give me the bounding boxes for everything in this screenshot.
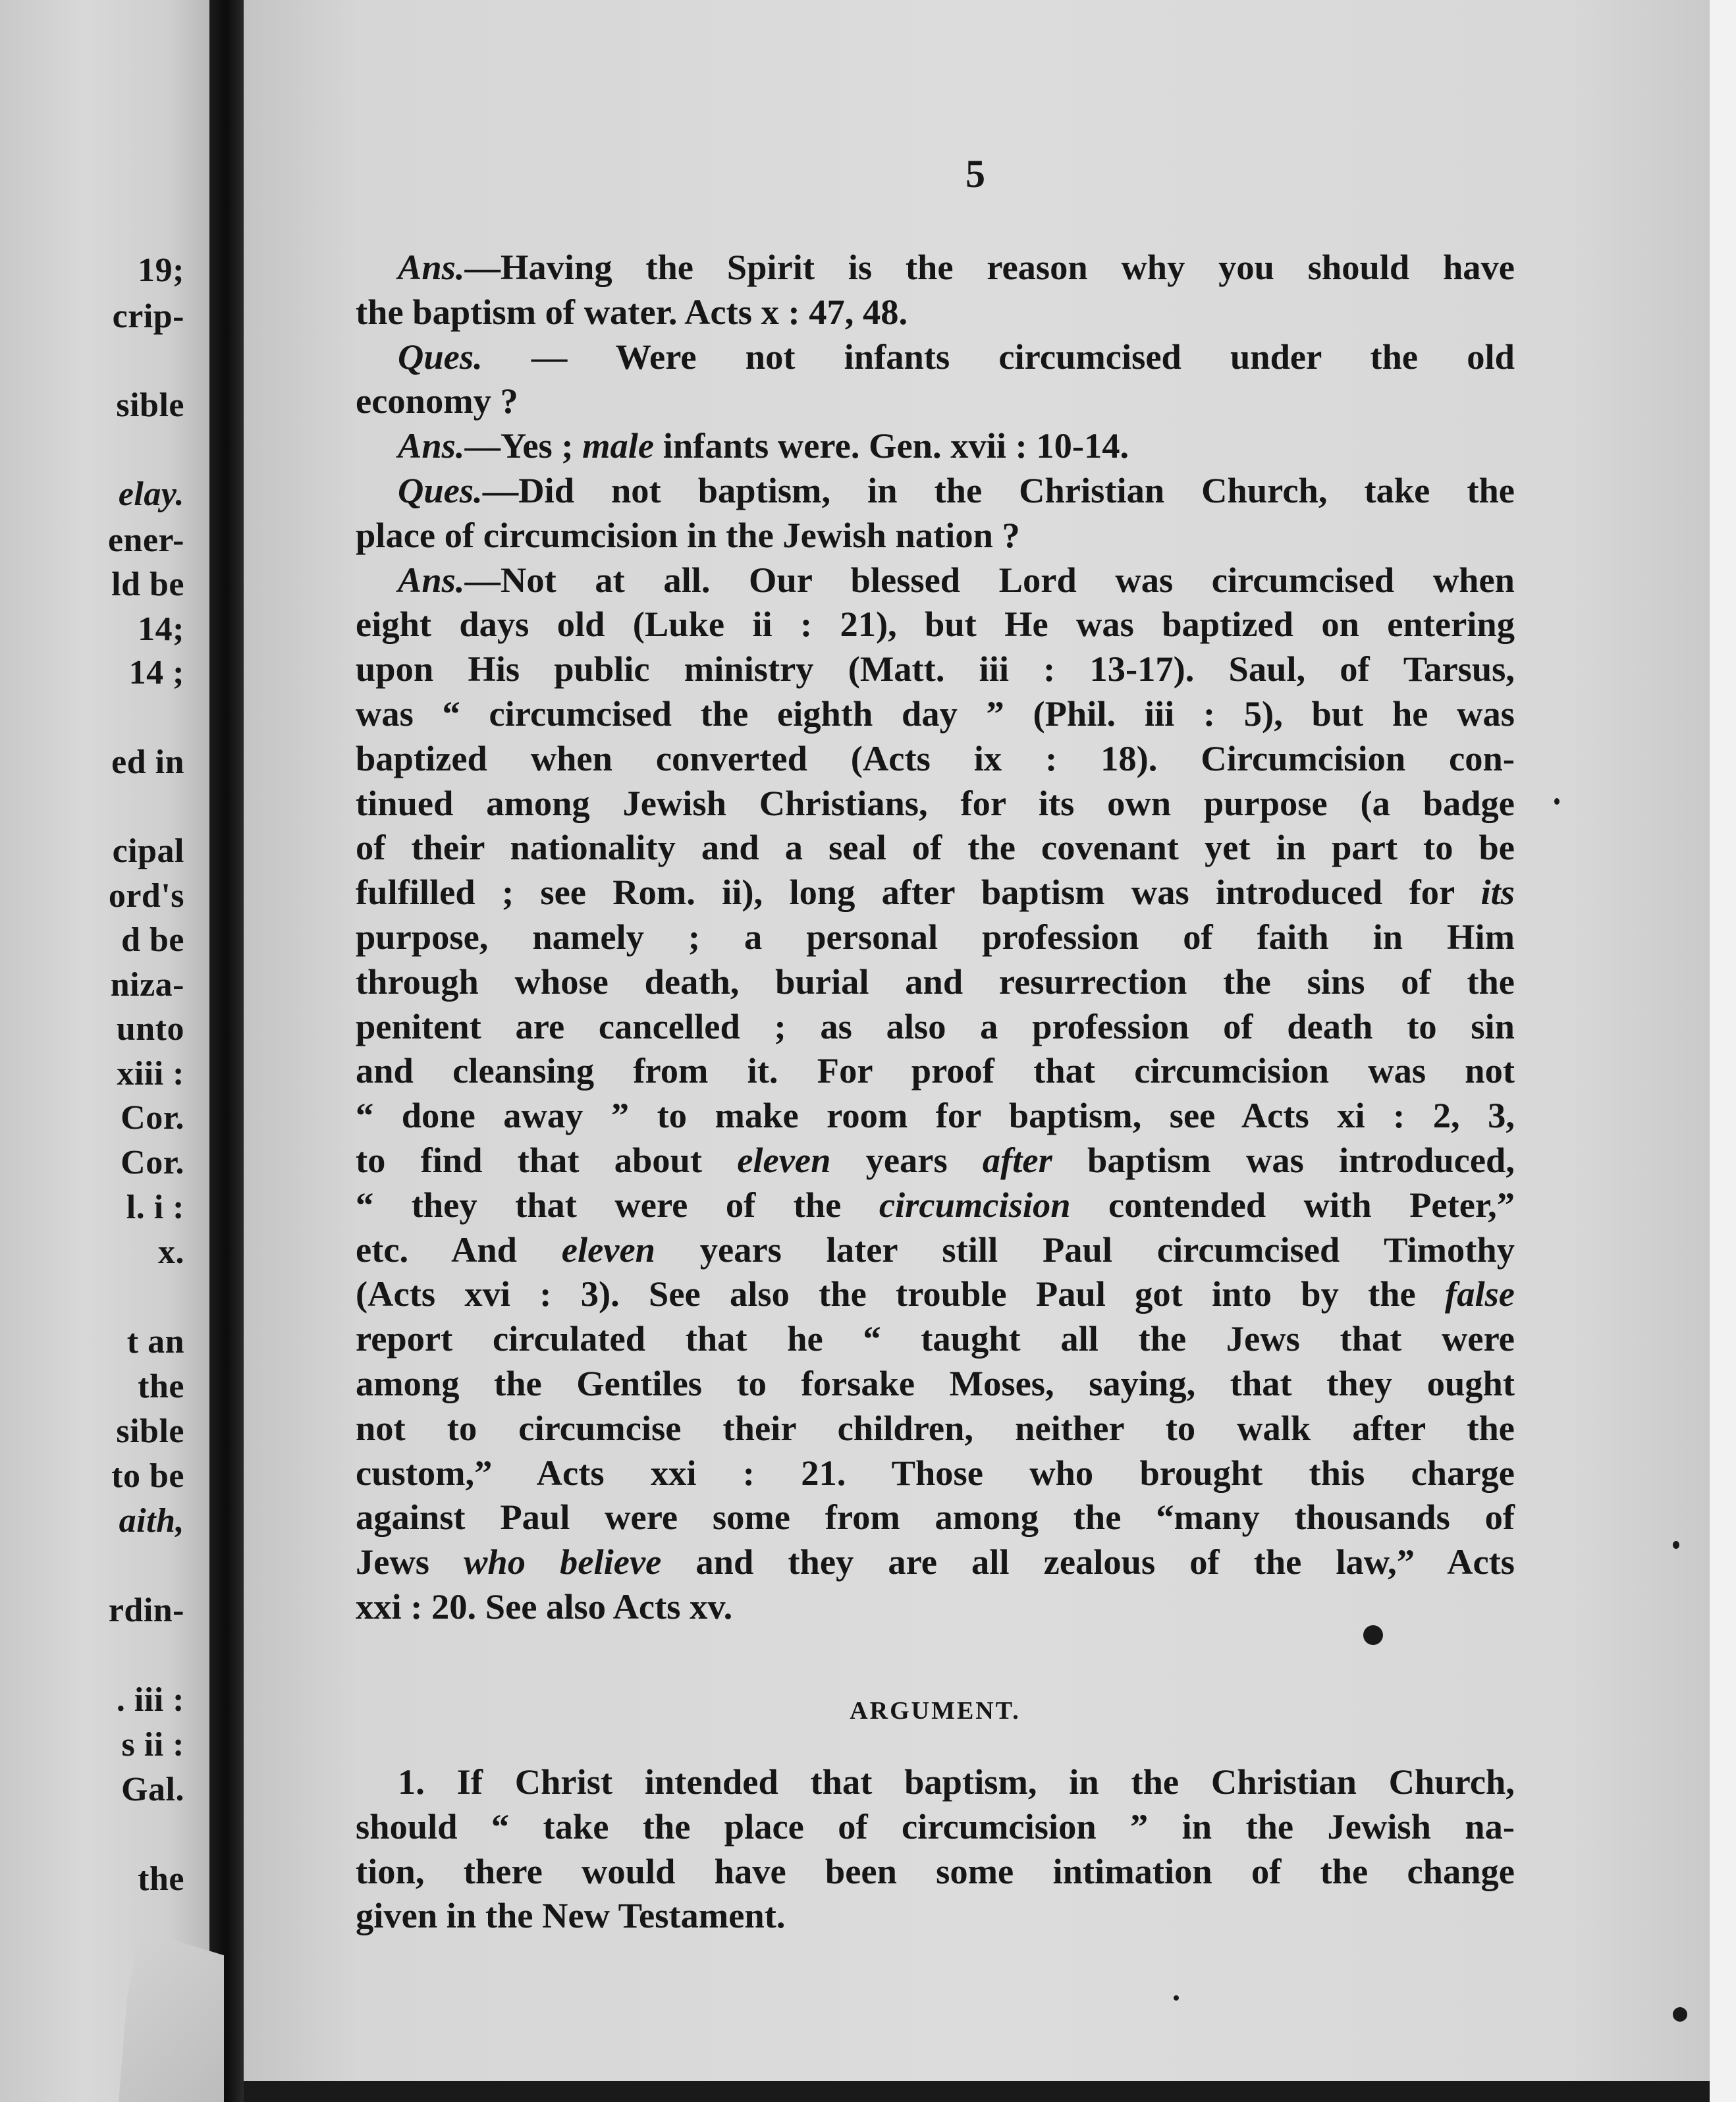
line-text: —Yes ; bbox=[464, 425, 583, 466]
line-text: (Acts xvi : 3). See also the trouble Paul got into by the bbox=[356, 1274, 1446, 1314]
emphasis: male bbox=[582, 425, 655, 466]
book-gutter bbox=[209, 0, 244, 2102]
line-text: etc. And bbox=[356, 1229, 562, 1270]
text-line: tion, there would have been some intimation of the change bbox=[356, 1850, 1515, 1891]
text-line: through whose death, burial and resurrection the sins of the bbox=[356, 961, 1515, 1002]
left-page-fragment: x. bbox=[158, 1233, 184, 1271]
left-page-fragment: d be bbox=[121, 921, 184, 959]
text-line bbox=[356, 1272, 1515, 1316]
text-line bbox=[356, 468, 1515, 513]
line-text: —Did not baptism, in the Christian Church, take the bbox=[482, 470, 1515, 510]
emphasis: who believe bbox=[464, 1542, 662, 1582]
left-page-fragment: ener- bbox=[107, 522, 184, 559]
speaker-label: Ans. bbox=[398, 425, 465, 466]
text-line bbox=[356, 1540, 1515, 1584]
left-page-fragment: sible bbox=[116, 387, 184, 424]
text-line: against Paul were some from among the “many thousands of bbox=[356, 1497, 1515, 1538]
text-line: upon His public ministry (Matt. iii : 13-17). Saul, of Tarsus, bbox=[356, 649, 1515, 689]
line-text: infants were. Gen. xvii : 10-14. bbox=[654, 425, 1129, 466]
left-page-fragment: the bbox=[138, 1368, 184, 1405]
left-page-fragment: Cor. bbox=[121, 1144, 184, 1181]
left-page-fragment: ed in bbox=[111, 743, 184, 781]
text-line: 1. If Christ intended that baptism, in the Christian Church, bbox=[398, 1762, 1515, 1802]
text-line: among the Gentiles to forsake Moses, saying, that they ought bbox=[356, 1362, 1515, 1403]
text-line: economy ? bbox=[356, 381, 518, 421]
page-number: 5 bbox=[965, 152, 985, 196]
text-line: baptized when converted (Acts ix : 18). Circumcision con- bbox=[356, 738, 1515, 778]
left-page-fragment: ld be bbox=[111, 566, 184, 603]
text-line: purpose, namely ; a personal profession of faith in Him bbox=[356, 916, 1515, 957]
text-line bbox=[356, 335, 1515, 379]
left-page-fragment: rdin- bbox=[108, 1592, 184, 1629]
line-text: —Not at all. Our blessed Lord was circumcised when bbox=[464, 559, 1515, 600]
line-text: years later still Paul circumcised Timothy bbox=[655, 1229, 1515, 1270]
body-text bbox=[356, 245, 1515, 1629]
left-page-fragment: . iii : bbox=[116, 1681, 184, 1719]
emphasis: eleven bbox=[737, 1139, 831, 1180]
text-line: report circulated that he “ taught all the Jews that were bbox=[356, 1318, 1515, 1359]
left-page-fragment: l. i : bbox=[126, 1189, 184, 1226]
main-page bbox=[244, 0, 1710, 2081]
text-line bbox=[356, 1227, 1515, 1272]
text-line: “ done away ” to make room for baptism, see Acts xi : 2, 3, bbox=[356, 1095, 1515, 1136]
ink-speck bbox=[1554, 798, 1560, 805]
text-line: the baptism of water. Acts x : 47, 48. bbox=[356, 291, 908, 332]
argument-text bbox=[356, 1760, 1515, 1938]
text-line bbox=[356, 870, 1515, 915]
left-page-fragment: 19; bbox=[138, 252, 184, 289]
left-page-fragment: t an bbox=[126, 1323, 184, 1361]
left-facing-page bbox=[0, 0, 209, 2102]
ink-speck bbox=[1363, 1625, 1383, 1645]
text-line: and cleansing from it. For proof that circumcision was not bbox=[356, 1050, 1515, 1091]
text-line: of their nationality and a seal of the covenant yet in part to be bbox=[356, 827, 1515, 868]
line-text: “ they that were of the bbox=[356, 1184, 879, 1225]
emphasis: circumcision bbox=[879, 1184, 1071, 1225]
left-page-fragment: elay. bbox=[118, 475, 184, 513]
left-page-fragment: niza- bbox=[110, 966, 184, 1004]
left-page-fragment: s ii : bbox=[121, 1726, 184, 1764]
line-text: Jews bbox=[356, 1542, 464, 1582]
text-line: not to circumcise their children, neither to walk after the bbox=[356, 1407, 1515, 1448]
text-line bbox=[356, 1183, 1515, 1227]
left-page-fragment: the bbox=[138, 1860, 184, 1898]
left-page-fragment: aith, bbox=[119, 1502, 184, 1540]
line-text: contended with Peter,” bbox=[1070, 1184, 1515, 1225]
speaker-label: Ans. bbox=[398, 559, 465, 600]
text-line: should “ take the place of circumcision ” in the Jewish na- bbox=[356, 1806, 1515, 1846]
text-line: tinued among Jewish Christians, for its own purpose (a badge bbox=[356, 782, 1515, 823]
left-page-fragment: to be bbox=[111, 1457, 184, 1495]
left-page-fragment: sible bbox=[116, 1413, 184, 1450]
left-page-fragment: Gal. bbox=[121, 1771, 184, 1808]
text-line: eight days old (Luke ii : 21), but He was baptized on entering bbox=[356, 604, 1515, 645]
line-text: — Were not infants circumcised under the old bbox=[482, 336, 1515, 377]
emphasis: eleven bbox=[561, 1229, 655, 1270]
text-line: given in the New Testament. bbox=[356, 1895, 786, 1936]
line-text: fulfilled ; see Rom. ii), long after baptism was introduced for bbox=[356, 872, 1481, 913]
line-text: to find that about bbox=[356, 1139, 738, 1180]
text-line bbox=[356, 558, 1515, 603]
speaker-label: Ques. bbox=[398, 336, 483, 377]
emphasis: false bbox=[1445, 1274, 1515, 1314]
line-text: and they are all zealous of the law,” Acts bbox=[661, 1542, 1515, 1582]
left-page-fragment: crip- bbox=[112, 298, 184, 335]
section-heading: ARGUMENT. bbox=[850, 1697, 1021, 1725]
text-line bbox=[356, 245, 1515, 290]
left-page-fragment: cipal bbox=[112, 832, 184, 870]
left-page-fragment: unto bbox=[116, 1010, 184, 1048]
ink-speck bbox=[1174, 1995, 1179, 2001]
emphasis: its bbox=[1480, 872, 1515, 913]
left-page-fragment: ord's bbox=[108, 877, 184, 915]
text-line: place of circumcision in the Jewish nation ? bbox=[356, 514, 1020, 555]
left-page-fragment: Cor. bbox=[121, 1099, 184, 1137]
text-line: penitent are cancelled ; as also a profession of death to sin bbox=[356, 1006, 1515, 1046]
speaker-label: Ans. bbox=[398, 247, 465, 287]
text-line bbox=[356, 423, 1515, 468]
left-page-fragment: 14 ; bbox=[128, 654, 184, 691]
text-line: was “ circumcised the eighth day ” (Phil. iii : 5), but he was bbox=[356, 693, 1515, 734]
left-page-fragment: xiii : bbox=[117, 1055, 184, 1092]
speaker-label: Ques. bbox=[398, 470, 483, 510]
emphasis: after bbox=[982, 1139, 1052, 1180]
left-page-fragment: 14; bbox=[138, 610, 184, 648]
line-text: years bbox=[830, 1139, 983, 1180]
text-line: custom,” Acts xxi : 21. Those who brought this charge bbox=[356, 1452, 1515, 1493]
line-text: baptism was introduced, bbox=[1052, 1139, 1515, 1180]
ink-speck bbox=[1673, 1541, 1679, 1549]
text-line: xxi : 20. See also Acts xv. bbox=[356, 1586, 733, 1627]
text-line bbox=[356, 1138, 1515, 1183]
ink-speck bbox=[1673, 2007, 1687, 2022]
line-text: —Having the Spirit is the reason why you should have bbox=[464, 247, 1515, 287]
